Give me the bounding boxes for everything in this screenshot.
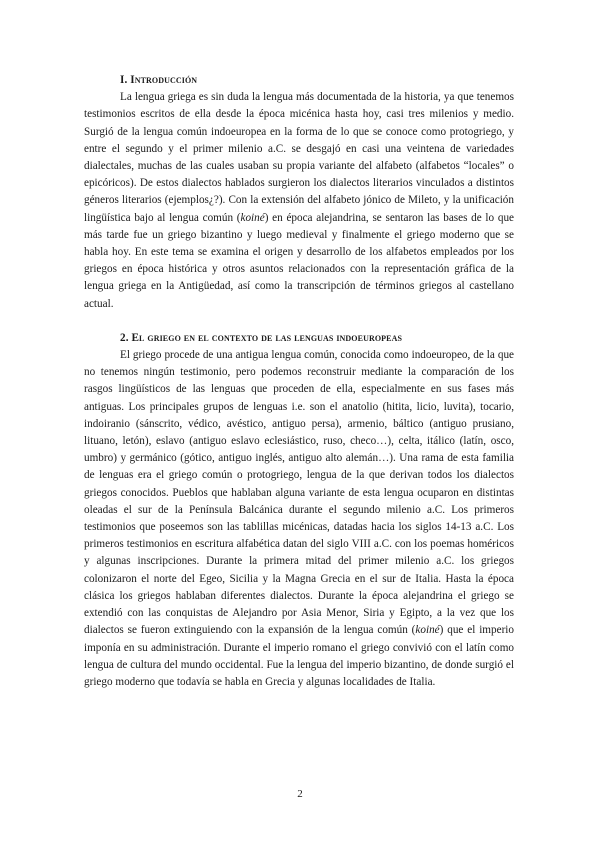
section-introduction (84, 72, 514, 313)
section-number: I. (120, 74, 128, 86)
page-number: 2 (297, 788, 303, 800)
section-indoeuropean-context (84, 330, 514, 691)
section-paragraph: El griego procede de una antigua lengua común, conocida como indoeuropeo, de la que no tenemos ningún testimonio, pero podemos reconstruir mediante la comparación de los rasgos lingüísticos de las lenguas que proceden de ella, especialmente en sus fases más antiguas. Los principales grupos de lenguas i.e. son el anatolio (hitita, licio, luvita), tocario, indoiranio (sánscrito, védico, avéstico, antiguo persa), armenio, báltico (antiguo prusiano, lituano, letón), eslavo (antiguo eslavo eclesiástico, ruso, checo…), celta, itálico (latín, osco, umbro) y germánico (gótico, antiguo inglés, antiguo alto alemán…). Una rama de esta familia de lenguas era el griego común o protogriego, lengua de la que derivan todos los dialectos griegos conocidos. Pueblos que hablaban alguna variante de esta lengua ocuparon en distintas oleadas el sur de la Península Balcánica durante el segundo milenio a.C. Los primeros testimonios que poseemos son las tablillas micénicas, datadas hacia los siglos 14-13 a.C. Los primeros testimonios en escritura alfabética datan del siglo VIII a.C. con los poemas homéricos y algunas inscripciones. Durante la primera mitad del primer milenio a.C. los griegos colonizaron el norte del Egeo, Sicilia y la Magna Grecia en el sur de Italia. Hasta la época clásica los griegos hablaban diferentes dialectos. Durante la época alejandrina el griego se extendió con las conquistas de Alejandro por Asia Menor, Siria y Egipto, a la vez que los dialectos se fueron extinguiendo con la expansión de la lengua común (koiné) que el imperio imponía en su administración. Durante el imperio romano el griego convivió con el latín como lengua de cultura del mundo occidental. Fue la lengua del imperio bizantino, de donde surgió el griego moderno que todavía se habla en Grecia y algunas localidades de Italia. (84, 349, 514, 688)
section-number: 2. (120, 331, 129, 344)
section-heading (120, 330, 514, 347)
section-title: Introducción (130, 74, 198, 86)
section-heading (120, 72, 514, 89)
section-title: El griego en el contexto de las lenguas indoeuropeas (131, 331, 402, 344)
section-paragraph: La lengua griega es sin duda la lengua más documentada de la historia, ya que tenemos testimonios escritos de ella desde la época micénica hasta hoy, casi tres milenios y medio. Surgió de la lengua común indoeuropea en la forma de lo que se conoce como protogriego, y entre el segundo y el primer milenio a.C. se desgajó en casi una veintena de variedades dialectales, muchas de las cuales usaban su propia variante del alfabeto (alfabetos “locales” o epicóricos). De estos dialectos hablados surgieron los dialectos literarios vinculados a distintos géneros literarios (ejemplos¿?). Con la extensión del alfabeto jónico de Mileto, y la unificación lingüística bajo al lengua común (koiné) en época alejandrina, se sentaron las bases de lo que más tarde fue un griego bizantino y luego medieval y finalmente el griego moderno que se habla hoy. En este tema se examina el origen y desarrollo de los alfabetos empleados por los griegos en época histórica y otros asuntos relacionados con la representación gráfica de la lengua griega en la Antigüedad, así como la transcripción de términos griegos al castellano actual. (84, 91, 515, 310)
document-body (84, 72, 514, 708)
